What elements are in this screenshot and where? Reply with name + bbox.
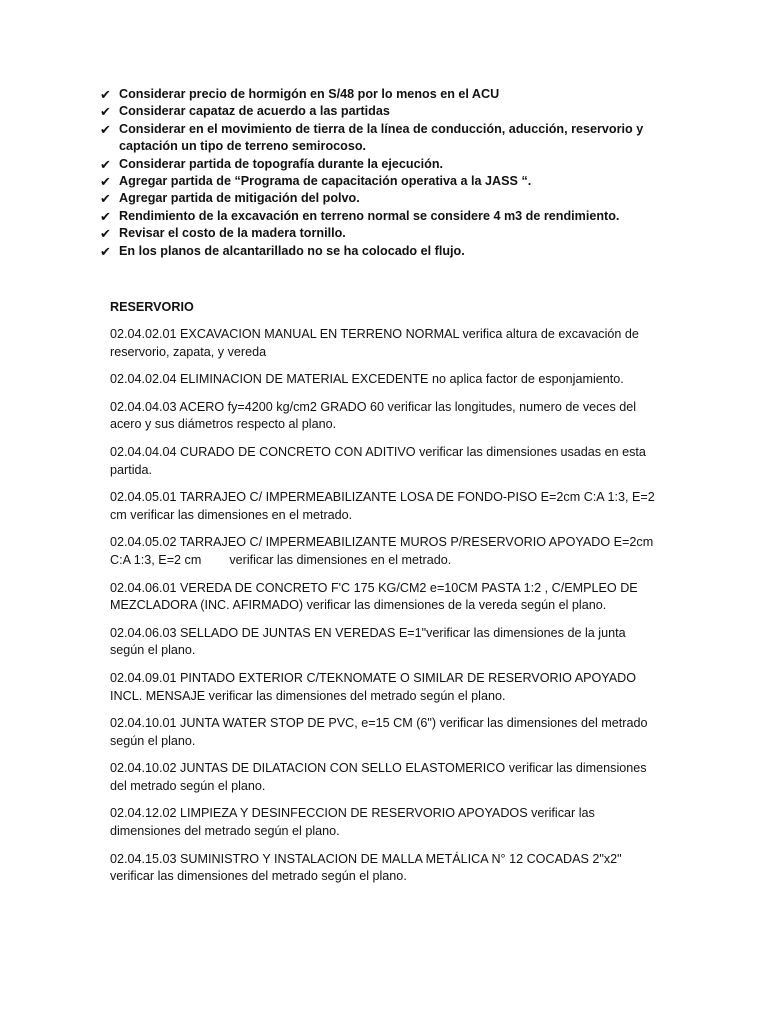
checklist-item bbox=[100, 190, 660, 207]
checklist-item bbox=[100, 121, 660, 156]
checklist-item-text: Considerar precio de hormigón en S/48 por lo menos en el ACU bbox=[119, 87, 500, 101]
checkmark-icon: ✔ bbox=[100, 104, 111, 120]
checkmark-icon: ✔ bbox=[100, 243, 111, 259]
checklist-item-text: Agregar partida de mitigación del polvo. bbox=[119, 191, 360, 206]
entry-paragraph: 02.04.12.02 LIMPIEZA Y DESINFECCION DE RESERVORIO APOYADOS verificar las dimensiones del metrado según el plano. bbox=[110, 806, 595, 839]
entry-paragraph: 02.04.06.03 SELLADO DE JUNTAS EN VEREDAS E=1"verificar las dimensiones de la junta según el plano. bbox=[110, 625, 626, 658]
checkmark-icon: ✔ bbox=[100, 208, 111, 224]
checkmark-icon: ✔ bbox=[100, 226, 111, 242]
entry-paragraph: 02.04.10.02 JUNTAS DE DILATACION CON SELLO ELASTOMERICO verificar las dimensiones del metrado según el plano. bbox=[110, 761, 647, 793]
checklist-item bbox=[100, 173, 660, 190]
checklist-item-text: Agregar partida de “Programa de capacitación operativa a la JASS “. bbox=[119, 174, 532, 189]
checklist-item bbox=[100, 225, 660, 242]
checkmark-icon: ✔ bbox=[100, 191, 111, 207]
entry-paragraph: 02.04.15.03 SUMINISTRO Y INSTALACION DE MALLA METÁLICA N° 12 COCADAS 2"x2" verificar las dimensiones del metrado según el plano. bbox=[110, 851, 622, 884]
entry-paragraph: 02.04.02.04 ELIMINACION DE MATERIAL EXCEDENTE no aplica factor de esponjamiento. bbox=[110, 372, 624, 387]
checklist-item bbox=[100, 243, 660, 260]
entry-paragraph: 02.04.05.02 TARRAJEO C/ IMPERMEABILIZANTE MUROS P/RESERVORIO APOYADO E=2cm C:A 1:3, E=2 cm verificar las dimensiones en el metrado. bbox=[110, 535, 661, 567]
checklist bbox=[100, 86, 660, 260]
checklist-item bbox=[100, 208, 660, 225]
section-title: RESERVORIO bbox=[110, 300, 194, 314]
checklist-item-text: En los planos de alcantarillado no se ha colocado el flujo. bbox=[119, 243, 465, 258]
reservorio-entries bbox=[110, 326, 662, 896]
checkmark-icon: ✔ bbox=[100, 121, 111, 137]
entry-paragraph: 02.04.10.01 JUNTA WATER STOP DE PVC, e=15 CM (6") verificar las dimensiones del metrado según el plano. bbox=[110, 716, 648, 748]
checklist-item-text: Considerar en el movimiento de tierra de la línea de conducción, aducción, reservorio y captación un tipo de terreno semirocoso. bbox=[119, 121, 644, 154]
checkmark-icon: ✔ bbox=[100, 87, 111, 102]
checkmark-icon: ✔ bbox=[100, 174, 111, 190]
checklist-item bbox=[100, 103, 660, 120]
entry-paragraph: 02.04.04.04 CURADO DE CONCRETO CON ADITIVO verificar las dimensiones usadas en esta partida. bbox=[110, 444, 646, 477]
checklist-item-text: Considerar partida de topografía durante la ejecución. bbox=[119, 156, 444, 171]
entry-paragraph: 02.04.04.03 ACERO fy=4200 kg/cm2 GRADO 60 verificar las longitudes, numero de veces del acero y sus diámetros respecto al plano. bbox=[110, 399, 637, 432]
checklist-item bbox=[100, 156, 660, 173]
entry-paragraph: 02.04.05.01 TARRAJEO C/ IMPERMEABILIZANTE LOSA DE FONDO-PISO E=2cm C:A 1:3, E=2 cm verificar las dimensiones en el metrado. bbox=[110, 490, 655, 522]
checkmark-icon: ✔ bbox=[100, 156, 111, 172]
entry-paragraph: 02.04.02.01 EXCAVACION MANUAL EN TERRENO NORMAL verifica altura de excavación de reservorio, zapata, y vereda bbox=[110, 327, 639, 359]
entry-paragraph: 02.04.06.01 VEREDA DE CONCRETO F'C 175 KG/CM2 e=10CM PASTA 1:2 , C/EMPLEO DE MEZCLADORA (INC. AFIRMADO) verificar las dimensiones de la vereda según el plano. bbox=[110, 580, 638, 613]
checklist-item bbox=[100, 86, 660, 103]
checklist-item-text: Revisar el costo de la madera tornillo. bbox=[119, 226, 346, 241]
checklist-item-text: Rendimiento de la excavación en terreno normal se considere 4 m3 de rendimiento. bbox=[119, 208, 620, 223]
checklist-item-text: Considerar capataz de acuerdo a las partidas bbox=[119, 104, 390, 119]
entry-paragraph: 02.04.09.01 PINTADO EXTERIOR C/TEKNOMATE O SIMILAR DE RESERVORIO APOYADO INCL. MENSAJE verificar las dimensiones del metrado según el plano. bbox=[110, 670, 637, 703]
